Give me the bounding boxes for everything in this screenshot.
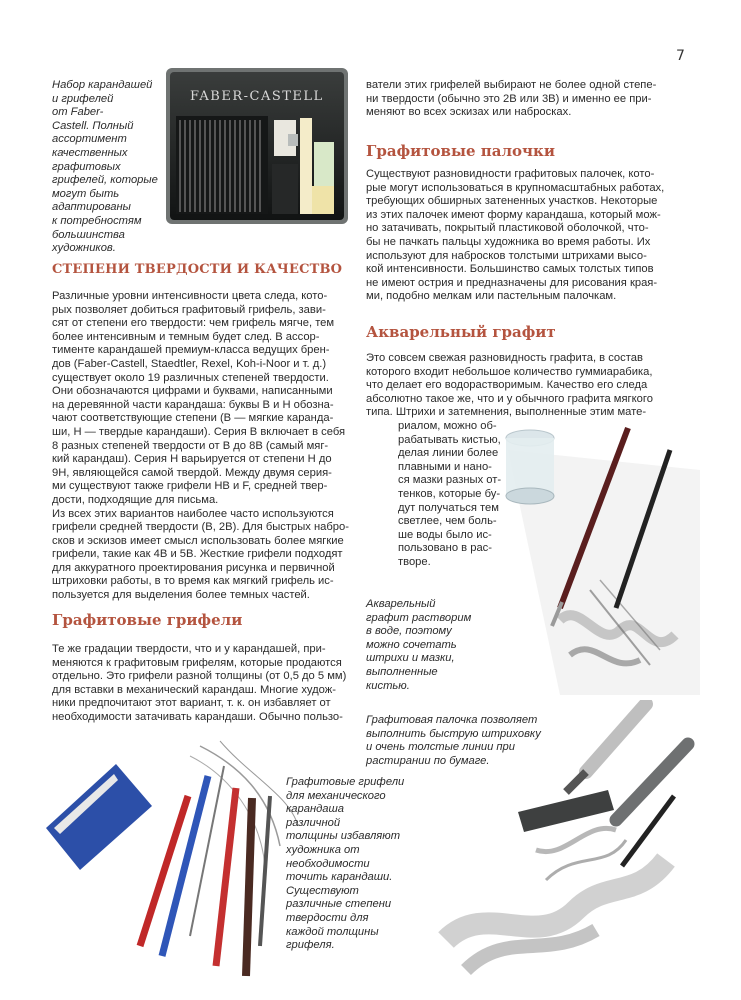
page-number: 7	[676, 48, 685, 64]
watercolor-body: Это совсем свежая разновидность графита, в состав которого входит небольшое количество гуммиарабика, что делает его водорастворимым. Качество его следа абсолютно такое же, что и у обычного графита мягкого типа. Штрихи и затемнения, выполненные этим мате-	[366, 352, 653, 419]
hardness-body: Различные уровни интенсивности цвета следа, кото- рых позволяет добиться графитовый грифель, зави- сят от степени его твердости: чем грифель мягче, тем более интенсивным и темным будет след. В ассор- тименте карандашей премиум-класса ведущих брен- дов (Faber-Castell, Staedtler, Rexel, Koh-i-Noor и т. д.) существует около 19 различных степеней твердости. Они обозначаются цифрами и буквами, написанными на деревянной части карандаша: буквы B и H обозна- чают соответствующие степени (B — мягкие каранда- ши, H — твердые карандаши). Серия B включает в себя 8 разных степеней твердости от B до 8B (самый мяг- кий карандаш). Серия H варьируется от степени H до 9H, являющейся самой твердой. Между двумя серия- ми существуют также грифели HB и F, средней твер- дости, подходящие для письма. Из всех этих вариантов наиболее часто используются грифели средней твердости (B, 2B). Для быстрых набро- сков и эскизов имеет смысл использовать более мягкие грифели, такие как 4B и 5B. Жесткие грифели подходят для аккуратного проектирования рисунка и первичной штриховки работы, в то время как мягкий грифель ис- пользуется для выделения более темных частей.	[52, 290, 349, 602]
sticks-body: Существуют разновидности графитовых палочек, кото- рые могут использоваться в крупномасштабных работах, требующих обширных затененных участков. Некоторые из этих палочек имеют форму карандаша, который мож- но затачивать, покрытый пластиковой оболочкой, что- бы не пачкать пальцы художника во время работы. Их используют для набросков толстыми штрихами высо- кой интенсивности. Большинство самых толстых типов не имеют острия и предназначены для рисования края- ми, подобно мелкам или пастельным палочкам.	[366, 168, 665, 303]
watercolor-photo	[500, 420, 700, 695]
pencil-tin-image	[162, 66, 352, 226]
watercolor-brush-image	[500, 420, 700, 695]
graphite-sticks-photo	[426, 700, 701, 985]
caption-sticks: Графитовая палочка позволяет выполнить быструю штриховку и очень толстые линии при растирании по бумаге.	[366, 714, 541, 767]
leads-body: Те же градации твердости, что и у карандашей, при- меняются к графитовым грифелям, которые продаются отдельно. Это грифели разной толщины (от 0,5 до 5 мм) для вставки в механический карандаш. Многие худож- ники предпочитают этот вариант, т. к. он избавляет от необходимости затачивать карандаши. Обычно пользо-	[52, 643, 347, 723]
caption-pencil-set: Набор карандашей и грифелей от Faber- Castell. Полный ассортимент качественных графитовых грифелей, которые могут быть адаптированы к потребностям большинства художников.	[52, 79, 158, 255]
caption-leads: Графитовые грифели для механического карандаша различной толщины избавляют художника от необходимости точить карандаши. Существуют различные степени твердости для каждой толщины грифеля.	[286, 776, 405, 952]
leads-body-continued: ватели этих грифелей выбирают не более одной степе- ни твердости (обычно это 2B или 3B) и именно ее при- меняют во всех эскизах или набросках.	[366, 79, 657, 119]
brand-logo: FABER-CASTELL	[190, 89, 324, 104]
caption-watercolor: Акварельный графит растворим в воде, поэтому можно сочетать штрихи и мазки, выполненные кистью.	[366, 598, 472, 692]
mechanical-pencils-image	[40, 736, 302, 986]
mechanical-leads-photo	[40, 736, 302, 986]
heading-leads: Графитовые грифели	[52, 611, 243, 629]
watercolor-body-narrow: риалом, можно об- рабатывать кистью, делая линии более плавными и нано- ся мазки разных от- тенков, которые бу- дут получаться тем светлее, чем боль- ше воды было ис- пользовано в рас- творе.	[398, 420, 502, 568]
graphite-sticks-image	[426, 700, 701, 985]
pencil-set-photo	[162, 66, 352, 226]
heading-hardness: СТЕПЕНИ ТВЕРДОСТИ И КАЧЕСТВО	[52, 262, 343, 277]
heading-sticks: Графитовые палочки	[366, 142, 555, 160]
heading-watercolor: Акварельный графит	[366, 323, 556, 341]
